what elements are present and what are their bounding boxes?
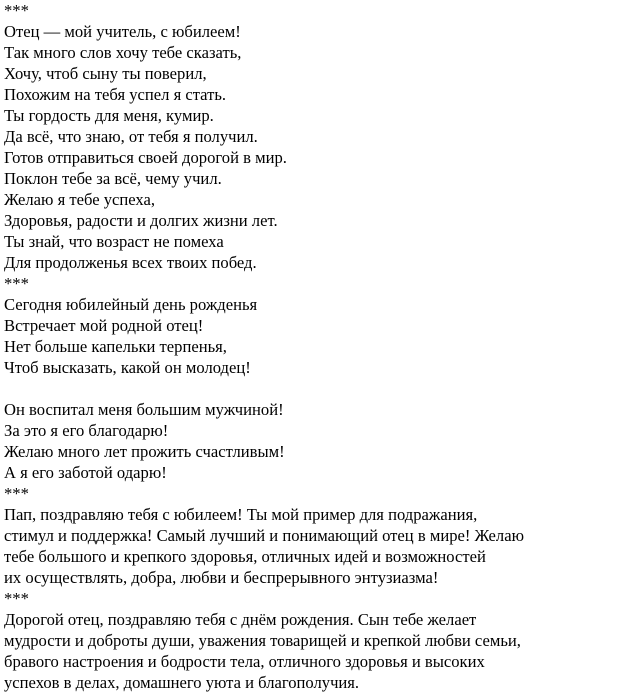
separator: ***	[4, 274, 29, 293]
poem-line: Похожим на тебя успел я стать.	[4, 85, 227, 104]
prose-line: Пап, поздравляю тебя с юбилеем! Ты мой пример для подражания,	[4, 505, 478, 524]
blank-line	[4, 378, 616, 399]
poem-line: За это я его благодарю!	[4, 421, 169, 440]
prose-line: стимул и поддержка! Самый лучший и понимающий отец в мире! Желаю	[4, 526, 524, 545]
poem-line: Так много слов хочу тебе сказать,	[4, 43, 242, 62]
separator: ***	[4, 589, 29, 608]
poem-line: Поклон тебе за всё, чему учил.	[4, 169, 222, 188]
poem-line: Хочу, чтоб сыну ты поверил,	[4, 64, 207, 83]
poem-line: Встречает мой родной отец!	[4, 316, 204, 335]
poem-line: Он воспитал меня большим мужчиной!	[4, 400, 284, 419]
poem-line: Нет больше капельки терпенья,	[4, 337, 227, 356]
poem-line: Желаю много лет прожить счастливым!	[4, 442, 285, 461]
poem-line: Готов отправиться своей дорогой в мир.	[4, 148, 287, 167]
prose-line: их осуществлять, добра, любви и беспрерывного энтузиазма!	[4, 568, 439, 587]
prose-line: тебе большого и крепкого здоровья, отличных идей и возможностей	[4, 547, 486, 566]
poem-line: Чтоб высказать, какой он молодец!	[4, 358, 251, 377]
prose-line: мудрости и доброты души, уважения товарищей и крепкой любви семьи,	[4, 631, 521, 650]
separator: ***	[4, 484, 29, 503]
prose-line: Дорогой отец, поздравляю тебя с днём рождения. Сын тебе желает	[4, 610, 477, 629]
poem-line: Ты знай, что возраст не помеха	[4, 232, 224, 251]
prose-line: успехов в делах, домашнего уюта и благополучия.	[4, 673, 360, 692]
greeting-text-document	[4, 0, 616, 693]
poem-line: А я его заботой одарю!	[4, 463, 167, 482]
poem-line: Здоровья, радости и долгих жизни лет.	[4, 211, 278, 230]
poem-line: Отец — мой учитель, с юбилеем!	[4, 22, 241, 41]
separator: ***	[4, 1, 29, 20]
poem-line: Да всё, что знаю, от тебя я получил.	[4, 127, 258, 146]
poem-line: Для продолженья всех твоих побед.	[4, 253, 257, 272]
poem-line: Желаю я тебе успеха,	[4, 190, 155, 209]
poem-line: Ты гордость для меня, кумир.	[4, 106, 214, 125]
prose-line: бравого настроения и бодрости тела, отличного здоровья и высоких	[4, 652, 485, 671]
poem-line: Сегодня юбилейный день рожденья	[4, 295, 258, 314]
